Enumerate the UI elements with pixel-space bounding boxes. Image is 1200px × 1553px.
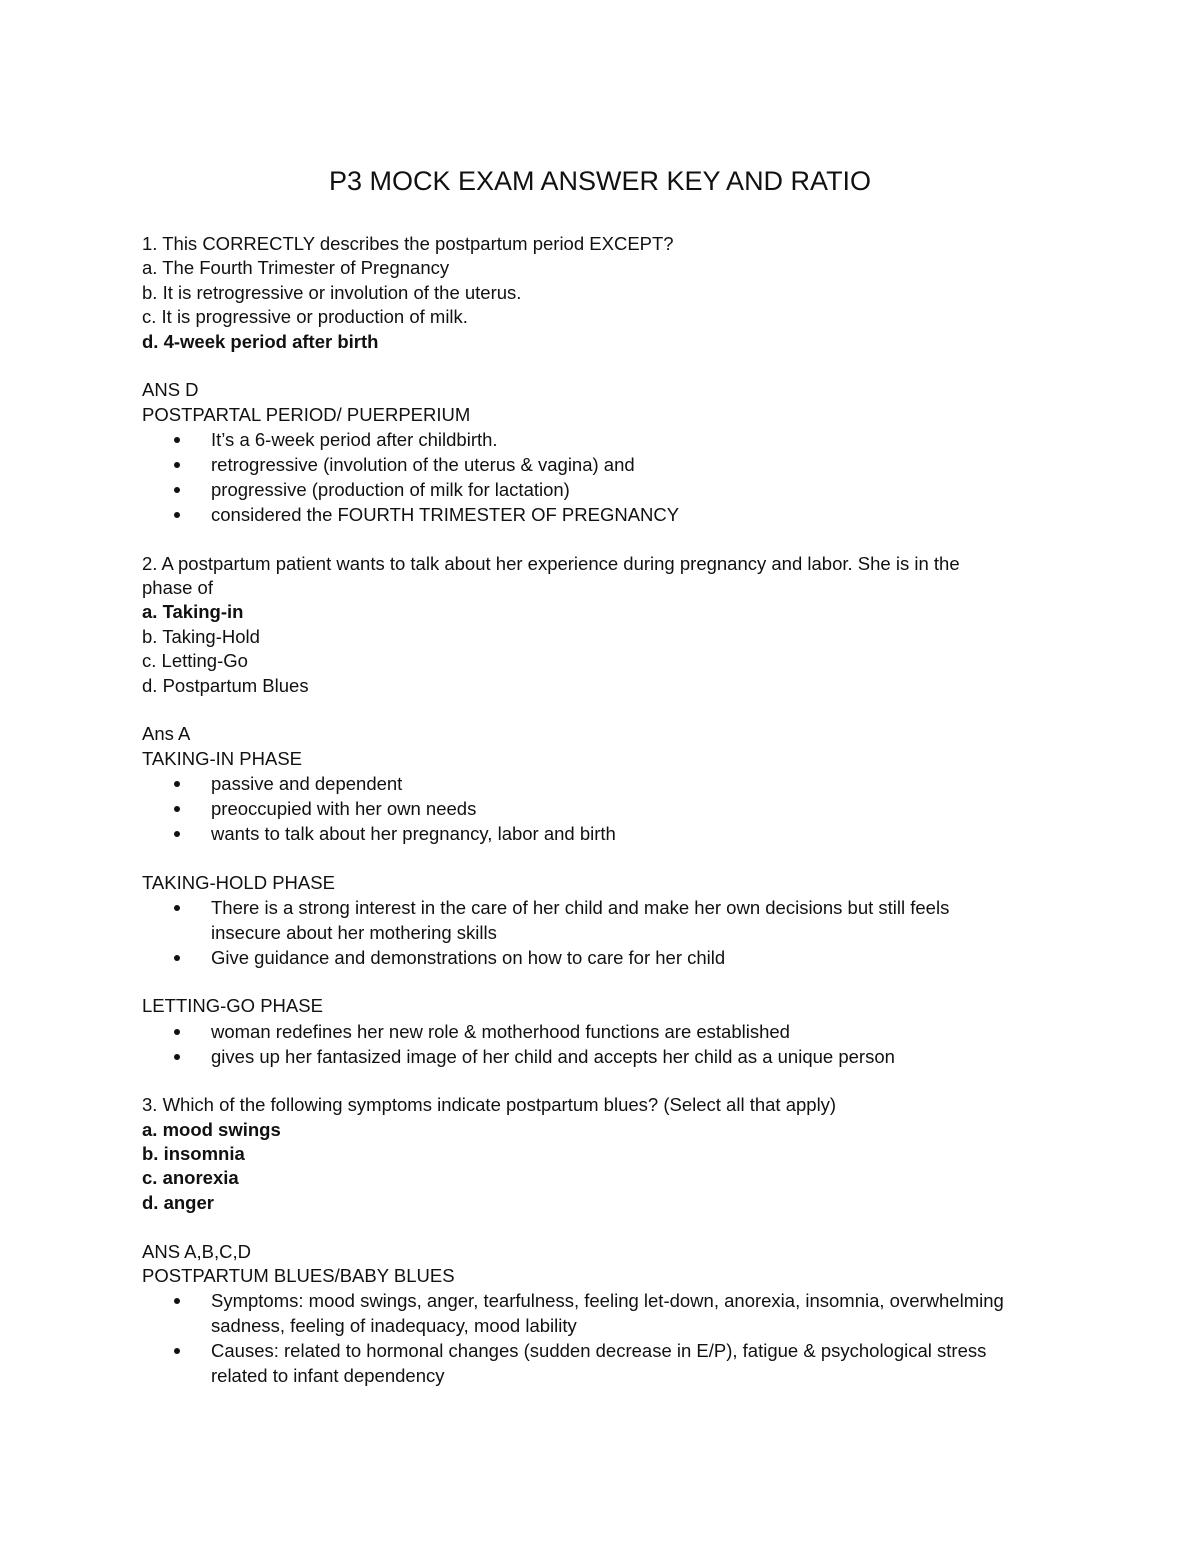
q1-answer: ANS D — [142, 379, 199, 401]
bullet-dot-icon — [174, 1348, 180, 1354]
bullet-dot-icon — [174, 1054, 180, 1060]
bullet-dot-icon — [174, 905, 180, 911]
q3-option-a-correct: a. mood swings — [142, 1118, 281, 1140]
document-title: P3 MOCK EXAM ANSWER KEY AND RATIO — [328, 166, 872, 196]
q2-option-d: d. Postpartum Blues — [142, 674, 309, 696]
q1-option-a: a. The Fourth Trimester of Pregnancy — [142, 257, 450, 279]
letting-go-list — [142, 1019, 1062, 1069]
list-item: retrogressive (involution of the uterus & vagina) and — [142, 452, 1062, 477]
list-item: passive and dependent — [142, 771, 1062, 796]
list-item: There is a strong interest in the care of her child and make her own decisions but still feels insecure about her mothering skills — [142, 895, 1062, 945]
list-item: progressive (production of milk for lactation) — [142, 477, 1062, 502]
spacer — [142, 698, 1062, 722]
spacer — [142, 527, 1062, 551]
spacer — [142, 1215, 1062, 1239]
taking-hold-heading: TAKING-HOLD PHASE — [142, 871, 335, 893]
q3-rationale-list — [142, 1288, 1062, 1388]
spacer — [142, 970, 1062, 994]
list-item: gives up her fantasized image of her child and accepts her child as a unique person — [142, 1044, 1062, 1069]
q1-rationale-heading: POSTPARTAL PERIOD/ PUERPERIUM — [142, 403, 471, 425]
q3-option-d-correct: d. anger — [142, 1191, 214, 1213]
bullet-dot-icon — [174, 462, 180, 468]
bullet-dot-icon — [174, 512, 180, 518]
q3-question: 3. Which of the following symptoms indicate postpartum blues? (Select all that apply) — [142, 1094, 837, 1116]
taking-in-heading: TAKING-IN PHASE — [142, 747, 303, 769]
bullet-dot-icon — [174, 487, 180, 493]
list-item: Causes: related to hormonal changes (sudden decrease in E/P), fatigue & psychological stress related to infant dependency — [142, 1338, 1062, 1388]
q3-option-b-correct: b. insomnia — [142, 1143, 245, 1165]
list-item: It’s a 6-week period after childbirth. — [142, 427, 1062, 452]
q1-option-d-correct: d. 4-week period after birth — [142, 330, 379, 352]
q1-question: 1. This CORRECTLY describes the postpartum period EXCEPT? — [142, 233, 674, 254]
q2-question-line2: phase of — [142, 577, 213, 599]
q1-option-c: c. It is progressive or production of milk. — [142, 306, 468, 328]
bullet-dot-icon — [174, 955, 180, 961]
taking-in-list — [142, 771, 1062, 846]
bullet-dot-icon — [174, 781, 180, 787]
bullet-dot-icon — [174, 806, 180, 812]
q3-answer: ANS A,B,C,D — [142, 1240, 251, 1262]
q3-rationale-heading: POSTPARTUM BLUES/BABY BLUES — [142, 1265, 455, 1287]
list-item: wants to talk about her pregnancy, labor and birth — [142, 821, 1062, 846]
list-item: considered the FOURTH TRIMESTER OF PREGNANCY — [142, 502, 1062, 527]
q2-question-line1: 2. A postpartum patient wants to talk about her experience during pregnancy and labor. She is in the — [142, 552, 960, 574]
letting-go-heading: LETTING-GO PHASE — [142, 995, 323, 1017]
q1-rationale-list — [142, 427, 1062, 527]
spacer — [142, 354, 1062, 378]
q2-answer: Ans A — [142, 723, 191, 745]
spacer — [142, 1069, 1062, 1093]
spacer — [142, 846, 1062, 870]
list-item: preoccupied with her own needs — [142, 796, 1062, 821]
list-item: Give guidance and demonstrations on how to care for her child — [142, 945, 1062, 970]
bullet-dot-icon — [174, 437, 180, 443]
list-item: woman redefines her new role & motherhood functions are established — [142, 1019, 1062, 1044]
taking-hold-list — [142, 895, 1062, 970]
list-item: Symptoms: mood swings, anger, tearfulness, feeling let-down, anorexia, insomnia, overwhelming sadness, feeling of inadequacy, mood lability — [142, 1288, 1062, 1338]
q2-option-c: c. Letting-Go — [142, 650, 248, 672]
bullet-dot-icon — [174, 831, 180, 837]
q3-option-c-correct: c. anorexia — [142, 1167, 239, 1189]
q2-option-a-correct: a. Taking-in — [142, 601, 244, 623]
q2-option-b: b. Taking-Hold — [142, 625, 260, 647]
q1-option-b: b. It is retrogressive or involution of the uterus. — [142, 281, 522, 303]
bullet-dot-icon — [174, 1029, 180, 1035]
bullet-dot-icon — [174, 1298, 180, 1304]
document-body — [142, 232, 1062, 1388]
